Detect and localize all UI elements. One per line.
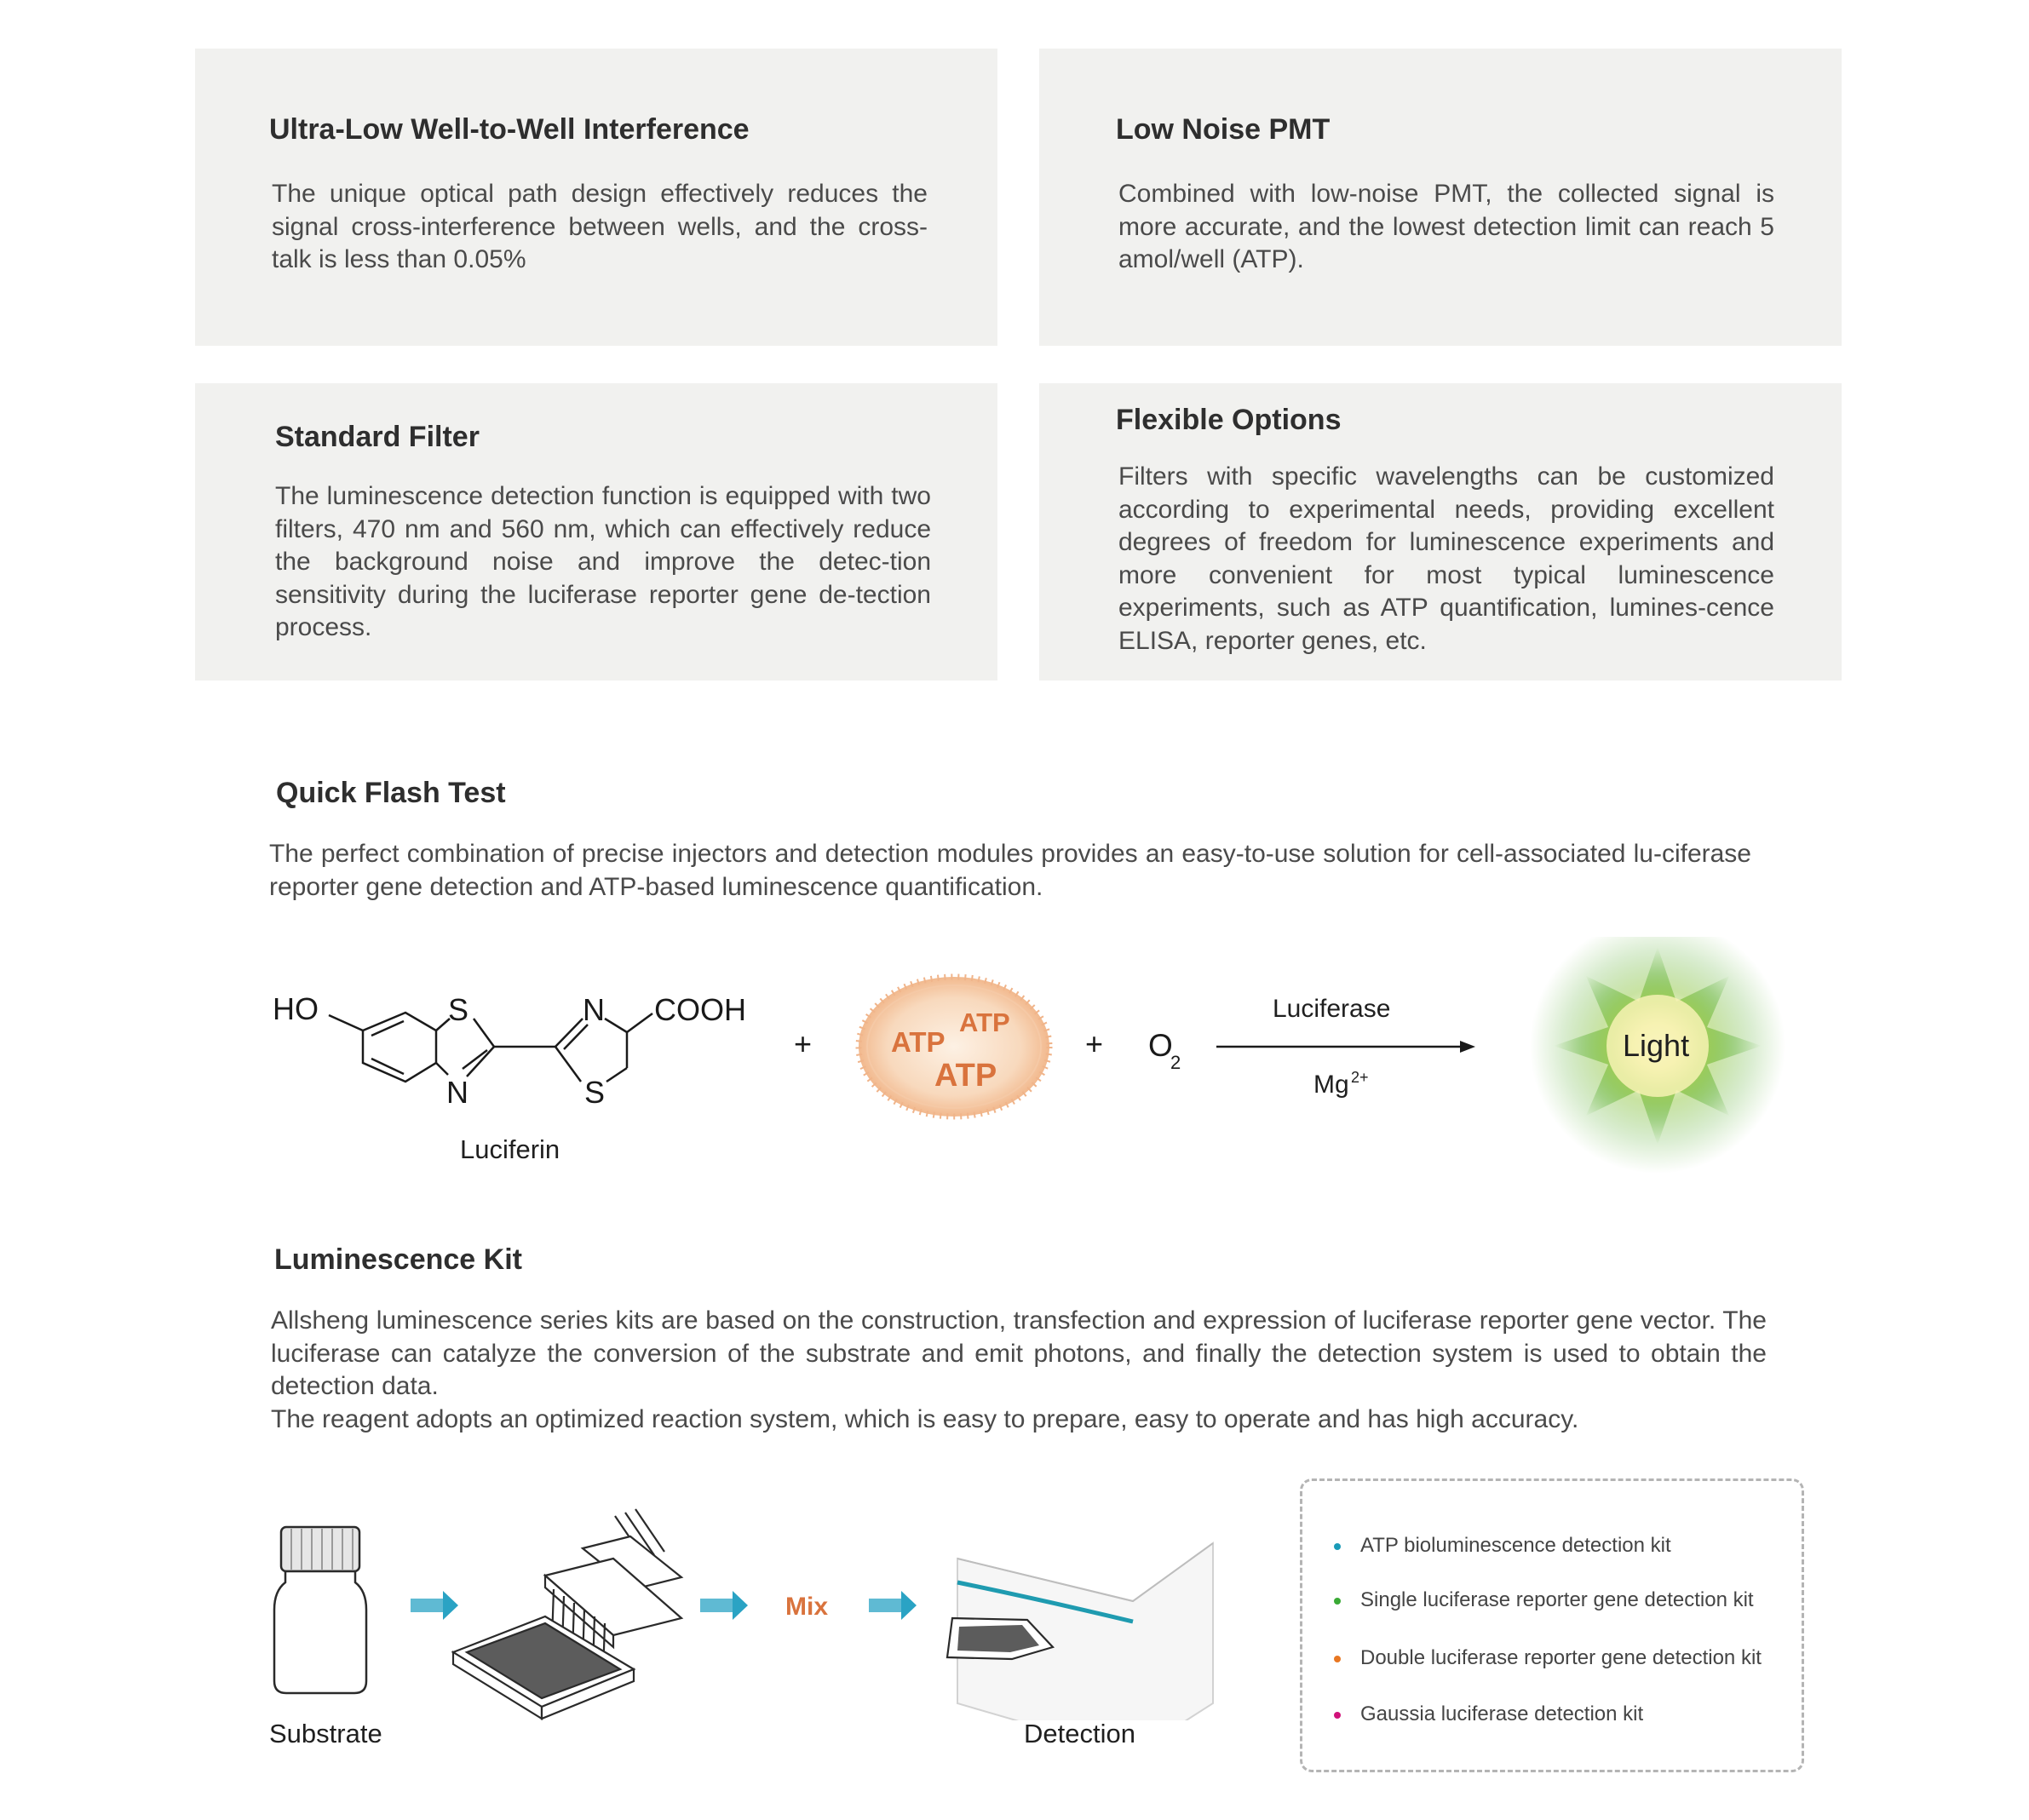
workflow-illustration bbox=[0, 1499, 1244, 1720]
atp-label: ATP bbox=[959, 1008, 1010, 1037]
luciferin-cooh-label: COOH bbox=[654, 992, 746, 1027]
feature-card-interference bbox=[195, 49, 997, 346]
bullet-icon bbox=[1334, 1598, 1341, 1605]
kit-name: Gaussia luciferase detection kit bbox=[1360, 1702, 1644, 1725]
kit-name: Double luciferase reporter gene detection kit bbox=[1360, 1646, 1762, 1669]
feature-text: The luminescence detection function is equipped with two filters, 470 nm and 560 nm, which can effectively reduce the background noise and improve the detec-tion sensitivity during the luciferase reporter gene de-tection process. bbox=[275, 482, 931, 641]
reaction-diagram bbox=[0, 937, 2029, 1209]
kit-list-item bbox=[1360, 1646, 1762, 1670]
kit-list-item bbox=[1360, 1534, 1671, 1558]
kit-paragraph: Allsheng luminescence series kits are based on the construction, transfection and expression of luciferase reporter gene vector. The luciferase can catalyze the conversion of the substrate and emit photons, and finally the detection system is used to obtain the detection data. bbox=[271, 1306, 1767, 1400]
luciferin-caption: Luciferin bbox=[460, 1134, 560, 1164]
luciferin-ho-label: HO bbox=[273, 991, 319, 1026]
feature-card-filter bbox=[195, 383, 997, 680]
flash-text: The perfect combination of precise injectors and detection modules provides an easy-to-use solution for cell-associated lu-ciferase reporter gene detection and ATP-based luminescence quantification. bbox=[269, 840, 1751, 901]
workflow-arrow-icon bbox=[411, 1591, 458, 1620]
oxygen-subscript: 2 bbox=[1170, 1052, 1181, 1073]
flash-title: Quick Flash Test bbox=[276, 777, 506, 809]
kit-name: Single luciferase reporter gene detection kit bbox=[1360, 1588, 1754, 1611]
workflow-arrow-icon bbox=[869, 1591, 917, 1620]
luciferin-s2-label: S bbox=[584, 1075, 606, 1110]
feature-card-options bbox=[1039, 383, 1842, 680]
feature-text: The unique optical path design effectively reduces the signal cross-interference between wells, and the cross-talk is less than 0.05% bbox=[272, 180, 928, 273]
feature-title: Ultra-Low Well-to-Well Interference bbox=[269, 113, 750, 146]
enzyme-label: Luciferase bbox=[1273, 995, 1391, 1023]
workflow-arrow-icon bbox=[700, 1591, 748, 1620]
substrate-label: Substrate bbox=[269, 1719, 382, 1748]
oxygen-label: O bbox=[1148, 1028, 1173, 1063]
kit-list-box bbox=[1300, 1478, 1804, 1772]
plus-sign: + bbox=[794, 1026, 813, 1061]
kit-title: Luminescence Kit bbox=[274, 1243, 522, 1276]
light-label: Light bbox=[1623, 1028, 1690, 1063]
luciferin-n2-label: N bbox=[583, 992, 605, 1027]
kit-name: ATP bioluminescence detection kit bbox=[1360, 1534, 1671, 1557]
feature-title: Flexible Options bbox=[1116, 404, 1342, 436]
feature-title: Low Noise PMT bbox=[1116, 113, 1331, 146]
kit-list-item bbox=[1360, 1588, 1754, 1612]
luciferin-s1-label: S bbox=[448, 992, 469, 1027]
kit-paragraph: The reagent adopts an optimized reaction system, which is easy to prepare, easy to operate and has high accuracy. bbox=[271, 1404, 1579, 1433]
kit-description bbox=[271, 1305, 1767, 1436]
cofactor-label: Mg bbox=[1313, 1071, 1349, 1099]
bullet-icon bbox=[1334, 1543, 1341, 1550]
feature-card-pmt bbox=[1039, 49, 1842, 346]
bullet-icon bbox=[1334, 1656, 1341, 1662]
feature-title: Standard Filter bbox=[275, 421, 480, 453]
kit-list-item bbox=[1360, 1702, 1643, 1726]
feature-text: Combined with low-noise PMT, the collected signal is more accurate, and the lowest detection limit can reach 5 amol/well (ATP). bbox=[1118, 180, 1774, 273]
substrate-bottle-icon bbox=[274, 1527, 366, 1693]
atp-label: ATP bbox=[934, 1058, 997, 1094]
mix-label: Mix bbox=[785, 1593, 829, 1621]
detection-label: Detection bbox=[1024, 1719, 1135, 1748]
detection-instrument-icon bbox=[947, 1543, 1213, 1720]
atp-bubble bbox=[859, 977, 1049, 1117]
reaction-arrow bbox=[1216, 1041, 1475, 1053]
plus-sign: + bbox=[1085, 1026, 1104, 1061]
feature-text: Filters with specific wavelengths can be customized according to experimental needs, providing excellent degrees of freedom for luminescence experiments and more convenient for most typical luminescence experiments, such as ATP quantification, lumines-cence ELISA, reporter genes, etc. bbox=[1118, 462, 1774, 655]
cofactor-superscript: 2+ bbox=[1351, 1069, 1369, 1086]
luciferin-n1-label: N bbox=[446, 1075, 468, 1110]
atp-label: ATP bbox=[891, 1026, 946, 1058]
bullet-icon bbox=[1334, 1712, 1341, 1719]
